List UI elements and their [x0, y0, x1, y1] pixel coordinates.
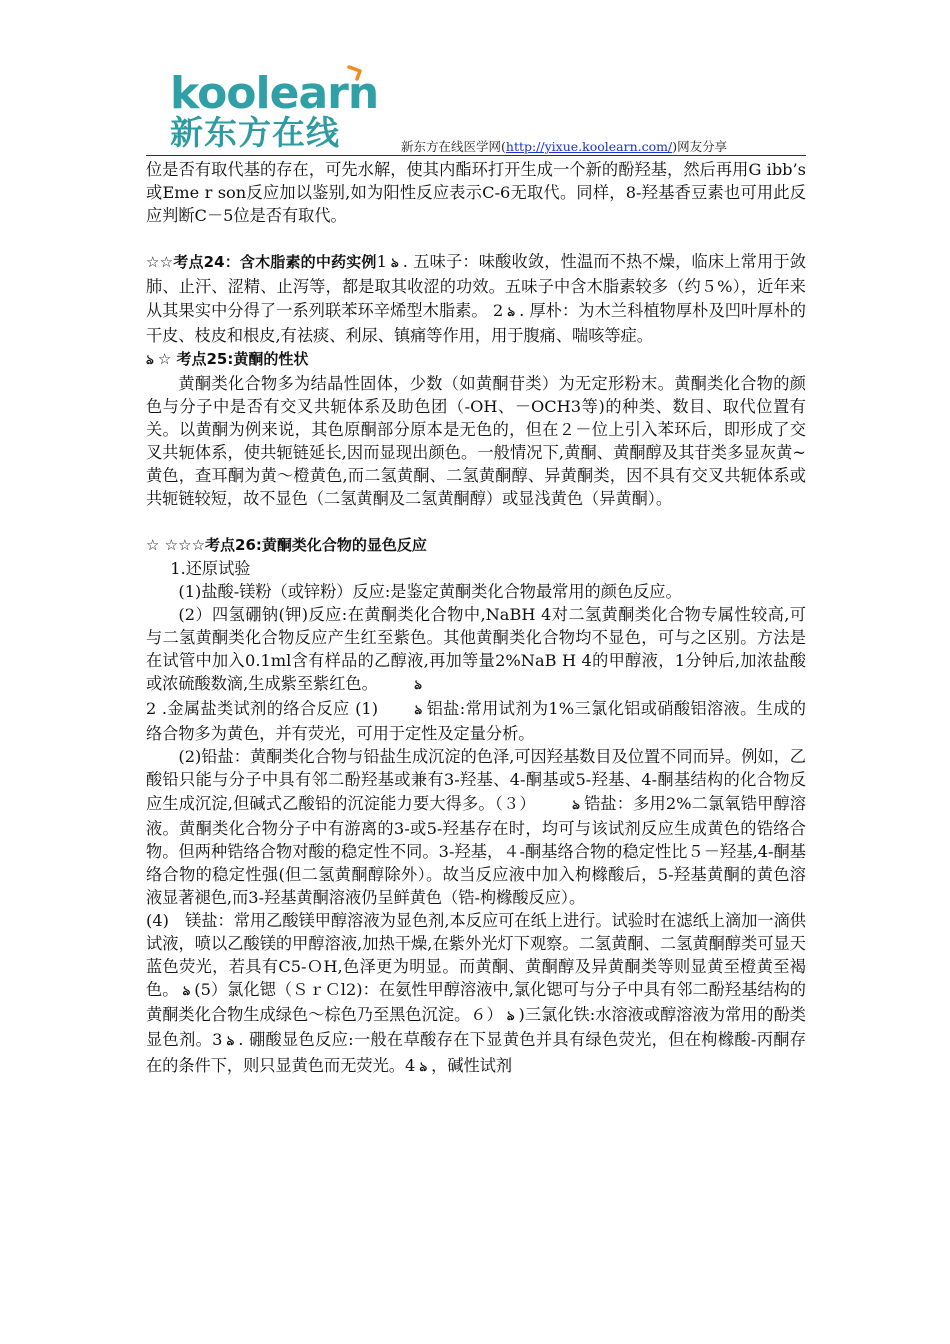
source-prefix: 新东方在线医学网( — [401, 139, 506, 154]
bullet-glyph-icon: ঌ — [414, 678, 422, 694]
paragraph-mg-sr-fe — [146, 909, 806, 1079]
logo-wordmark: koolearn — [170, 68, 379, 119]
text: 2 .金属盐类试剂的络合反应 (1) — [146, 699, 379, 719]
item-number: 2 — [492, 300, 504, 320]
paragraph-flavone-properties: 黄酮类化合物多为结晶性固体，少数（如黄酮苷类）为无定形粉末。黄酮类化合物的颜色与分子中是否有交叉共轭体系及助色团（-OH、－OCH3等)的种类、数目、取代位置有关。以黄酮为例来说，其色原酮部分原本是无色的，但在２－位上引入苯环后，即形成了交叉共轭体系，使共轭链延长,因而显现出颜色。一般情况下,黄酮、黄酮醇及其苷类多显灰黄~黄色，查耳酮为黄～橙黄色,而二氢黄酮、二氢黄酮醇、异黄酮类，因不具有交叉共轭体系或共轭链较短，故不显色（二氢黄酮及二氢黄酮醇）或显浅黄色（异黄酮）。 — [146, 373, 806, 509]
paragraph-lignan-examples — [146, 250, 806, 346]
bullet-glyph-icon: ঌ — [182, 984, 191, 1000]
paragraph-lead-zr — [146, 745, 806, 909]
section-title-25: ☆ 考点25:黄酮的性状 — [157, 349, 309, 368]
bullet-glyph-icon: ঌ — [146, 352, 154, 368]
logo-accent-icon — [346, 64, 364, 84]
section-heading-25 — [146, 347, 806, 372]
koolearn-logo — [170, 62, 379, 157]
bullet-glyph-icon: ঌ — [507, 304, 516, 320]
text: (2)铅盐：黄酮类化合物与铅盐生成沉淀的色泽,可因羟基数目及位置不同而异。例如，乙酸铅只能与分子中具有邻二酚羟基或兼有3-羟基、4-酮基或5-羟基、4-酮基结构的化合物反应生成沉淀,但碱式乙酸铅的沉淀能力要大得多。（３） — [146, 747, 806, 813]
text: (5）氯化锶（ＳｒＣl2)：在氨性甲醇溶液中,氯化锶可与分子中具有邻二酚羟基结构的黄酮类化合物生成绿色～棕色乃至黑色沉淀。６） — [146, 980, 806, 1025]
text: )三氯化铁:水溶液或醇溶液为常用的酚类显色剂。3 — [146, 1005, 806, 1050]
source-line — [401, 137, 727, 155]
bullet-glyph-icon: ঌ — [419, 1059, 428, 1075]
header-divider — [146, 155, 806, 156]
paragraph-intro: 位是否有取代基的存在，可先水解，使其内酯环打开生成一个新的酚羟基，然后再用G ibb’s或Eme r son反应加以鉴别,如为阳性反应表示C-6无取代。同样，8-羟基香豆素也可用此反应判断C－5位是否有取代。 — [146, 160, 806, 226]
logo-chinese-name: 新东方在线 — [170, 113, 340, 152]
paragraph-hcl-mg: (1)盐酸-镁粉（或锌粉）反应:是鉴定黄酮类化合物最常用的颜色反应。 — [178, 581, 682, 601]
paragraph-nabh4 — [146, 603, 806, 746]
bullet-glyph-icon: ঌ — [506, 1009, 515, 1025]
bullet-glyph-icon: ঌ — [390, 256, 399, 272]
text: (2）四氢硼钠(钾)反应:在黄酮类化合物中,NaBH 4对二氢黄酮类化合物专属性较高,可与二氢黄酮类化合物反应产生红至紫色。其他黄酮类化合物均不显色，可与之区别。方法是在试管中加入0.1ml含有样品的乙醇液,再加等量2%NaB H 4的甲醇液，1分钟后,加浓盐酸或浓硫酸数滴,生成紫至紫红色。 — [146, 604, 806, 694]
text: ，碱性试剂 — [431, 1055, 513, 1075]
bullet-glyph-icon: ঌ — [572, 797, 580, 813]
bullet-glyph-icon: ঌ — [226, 1034, 235, 1050]
bullet-glyph-icon: ঌ — [414, 703, 423, 719]
document-body — [146, 158, 806, 1079]
source-link[interactable]: http://yixue.koolearn.com/ — [505, 139, 673, 154]
text: . 硼酸显色反应:一般在草酸存在下显黄色并具有绿色荧光，但在枸橼酸-丙酮存在的条件下，则只显黄色而无荧光。4 — [146, 1030, 806, 1075]
section-title-24: ☆☆考点24：含木脂素的中药实例 — [146, 253, 377, 272]
source-suffix: )网友分享 — [672, 139, 728, 154]
item-number: 1 — [376, 252, 387, 272]
item-text: . 五味子：味酸收敛，性温而不热不燥，临床上常用于敛肺、止汗、涩精、止泻等，都是取其收涩的功效。五味子中含木脂素较多（约５%），近年来从其果实中分得了一系列联苯环辛烯型木脂素。 — [146, 252, 806, 320]
section-title-26: ☆ ☆☆☆考点26:黄酮类化合物的显色反应 — [146, 535, 427, 554]
subheading-reduction-test: 1.还原试验 — [170, 558, 251, 578]
text: (4) 镁盐：常用乙酸镁甲醇溶液为显色剂,本反应可在纸上进行。试验时在滤纸上滴加一滴供试液，喷以乙酸镁的甲醇溶液,加热干燥,在紫外光灯下观察。二氢黄酮、二氢黄酮醇类可显天蓝色荧光，若具有C5-ＯH,色泽更为明显。而黄酮、黄酮醇及异黄酮类等则显黄至橙黄至褐色。 — [146, 911, 806, 1000]
item-text: . 厚朴：为木兰科植物厚朴及凹叶厚朴的干皮、枝皮和根皮,有祛痰、利尿、镇痛等作用，用于腹痛、喘咳等症。 — [146, 300, 806, 345]
text: 锆盐：多用2%二氯氧锆甲醇溶液。黄酮类化合物分子中有游离的3-或5-羟基存在时，均可与该试剂反应生成黄色的锆络合物。但两种锆络合物对酸的稳定性不同。3-羟基，４-酮基络合物的稳定性比５－羟基,4-酮基络合物的稳定性强(但二氢黄酮醇除外）。故当反应液中加入枸橼酸后，5-羟基黄酮的黄色溶液显著褪色,而3-羟基黄酮溶液仍呈鲜黄色（锆-枸橼酸反应）。 — [146, 793, 806, 907]
text: 铝盐:常用试剂为1%三氯化铝或硝酸铝溶液。生成的络合物多为黄色，并有荧光，可用于定性及定量分析。 — [146, 699, 806, 744]
